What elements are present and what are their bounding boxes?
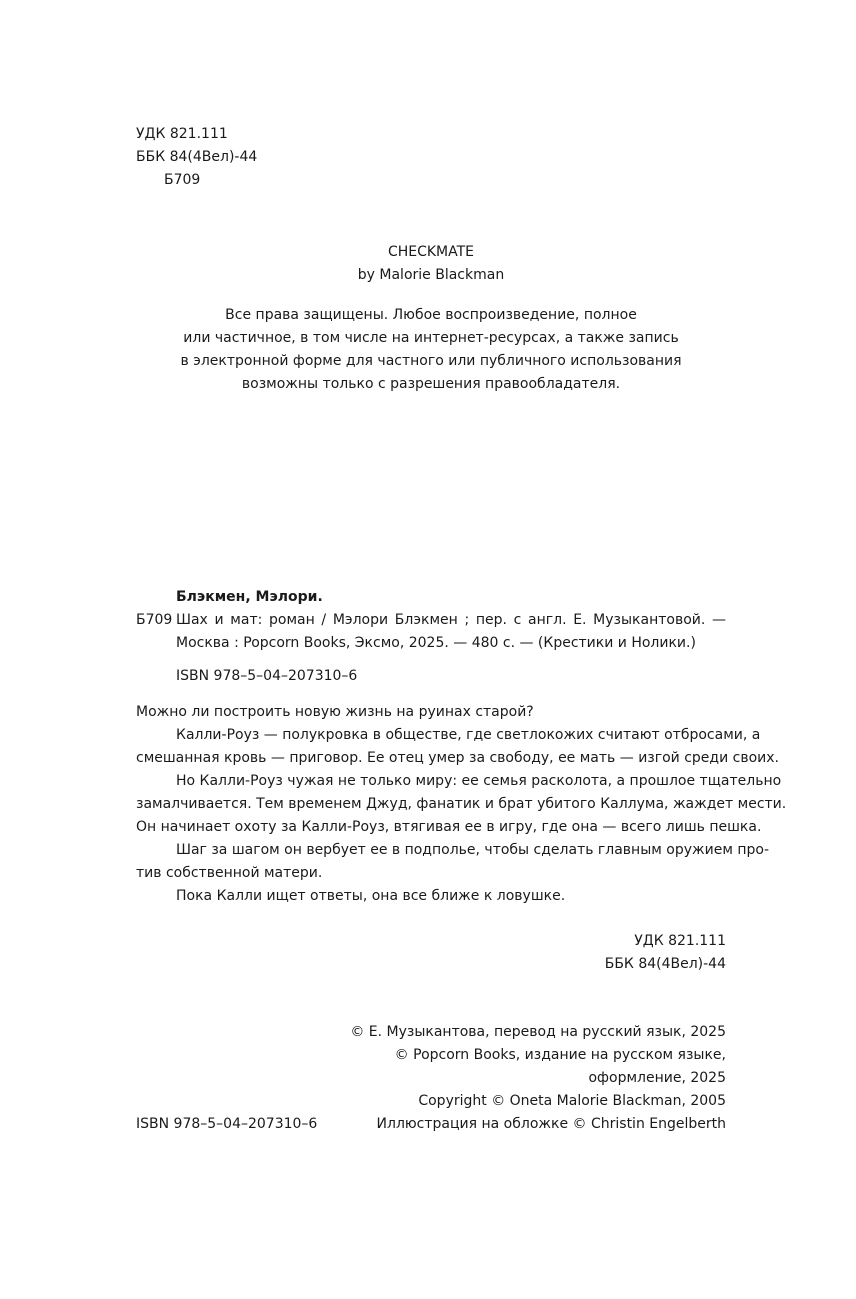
annotation-line: Калли-Роуз — полукровка в обществе, где светлокожих считают отбросами, а — [176, 727, 761, 743]
copyright-line: © Е. Музыкантова, перевод на русский язык, 2025 — [350, 1024, 726, 1040]
annotation-line: смешанная кровь — приговор. Ее отец умер за свободу, ее мать — изгой среди своих. — [136, 750, 779, 766]
rights-line: Все права защищены. Любое воспроизведение, полное — [225, 307, 637, 323]
udk-code: УДК 821.111 — [136, 126, 228, 142]
author-mark: Б709 — [164, 172, 201, 188]
original-title: CHECKMATE — [387, 244, 475, 260]
bib-isbn: ISBN 978–5–04–207310–6 — [176, 668, 358, 684]
annotation-line: тив собственной матери. — [136, 865, 323, 881]
annotation-line: Можно ли построить новую жизнь на руинах старой? — [136, 704, 534, 720]
bib-author-heading: Блэкмен, Мэлори. — [176, 589, 323, 605]
bbk-code: ББК 84(4Вел)-44 — [136, 149, 258, 165]
footer-udk-code: УДК 821.111 — [634, 933, 726, 949]
rights-line: или частичное, в том числе на интернет-ресурсах, а также запись — [183, 330, 679, 346]
rights-line: возможны только с разрешения правообладателя. — [241, 376, 621, 392]
annotation-line: Он начинает охоту за Калли-Роуз, втягивая ее в игру, где она — всего лишь пешка. — [136, 819, 762, 835]
bib-line: Шах и мат: роман / Мэлори Блэкмен ; пер. с англ. Е. Музыкантовой. — — [176, 612, 726, 628]
annotation-line: замалчивается. Тем временем Джуд, фанатик и брат убитого Каллума, жаждет мести. — [136, 796, 787, 812]
footer-bbk-code: ББК 84(4Вел)-44 — [604, 956, 726, 972]
bib-mark: Б709 — [136, 612, 173, 628]
annotation-line: Шаг за шагом он вербует ее в подполье, чтобы сделать главным оружием про- — [176, 842, 770, 858]
copyright-line: Copyright © Oneta Malorie Blackman, 2005 — [418, 1093, 726, 1109]
copyright-line: оформление, 2025 — [588, 1070, 726, 1086]
annotation-line: Но Калли-Роуз чужая не только миру: ее семья расколота, а прошлое тщательно — [176, 773, 782, 789]
copyright-line: © Popcorn Books, издание на русском языке, — [394, 1047, 726, 1063]
original-author: by Malorie Blackman — [357, 267, 505, 283]
bib-line: Москва : Popcorn Books, Эксмо, 2025. — 480 с. — (Крестики и Нолики.) — [176, 635, 696, 651]
copyright-line: Иллюстрация на обложке © Christin Engelberth — [376, 1116, 726, 1132]
annotation-line: Пока Калли ищет ответы, она все ближе к ловушке. — [176, 888, 566, 904]
footer-isbn: ISBN 978–5–04–207310–6 — [136, 1116, 318, 1132]
rights-line: в электронной форме для частного или публичного использования — [180, 353, 682, 369]
